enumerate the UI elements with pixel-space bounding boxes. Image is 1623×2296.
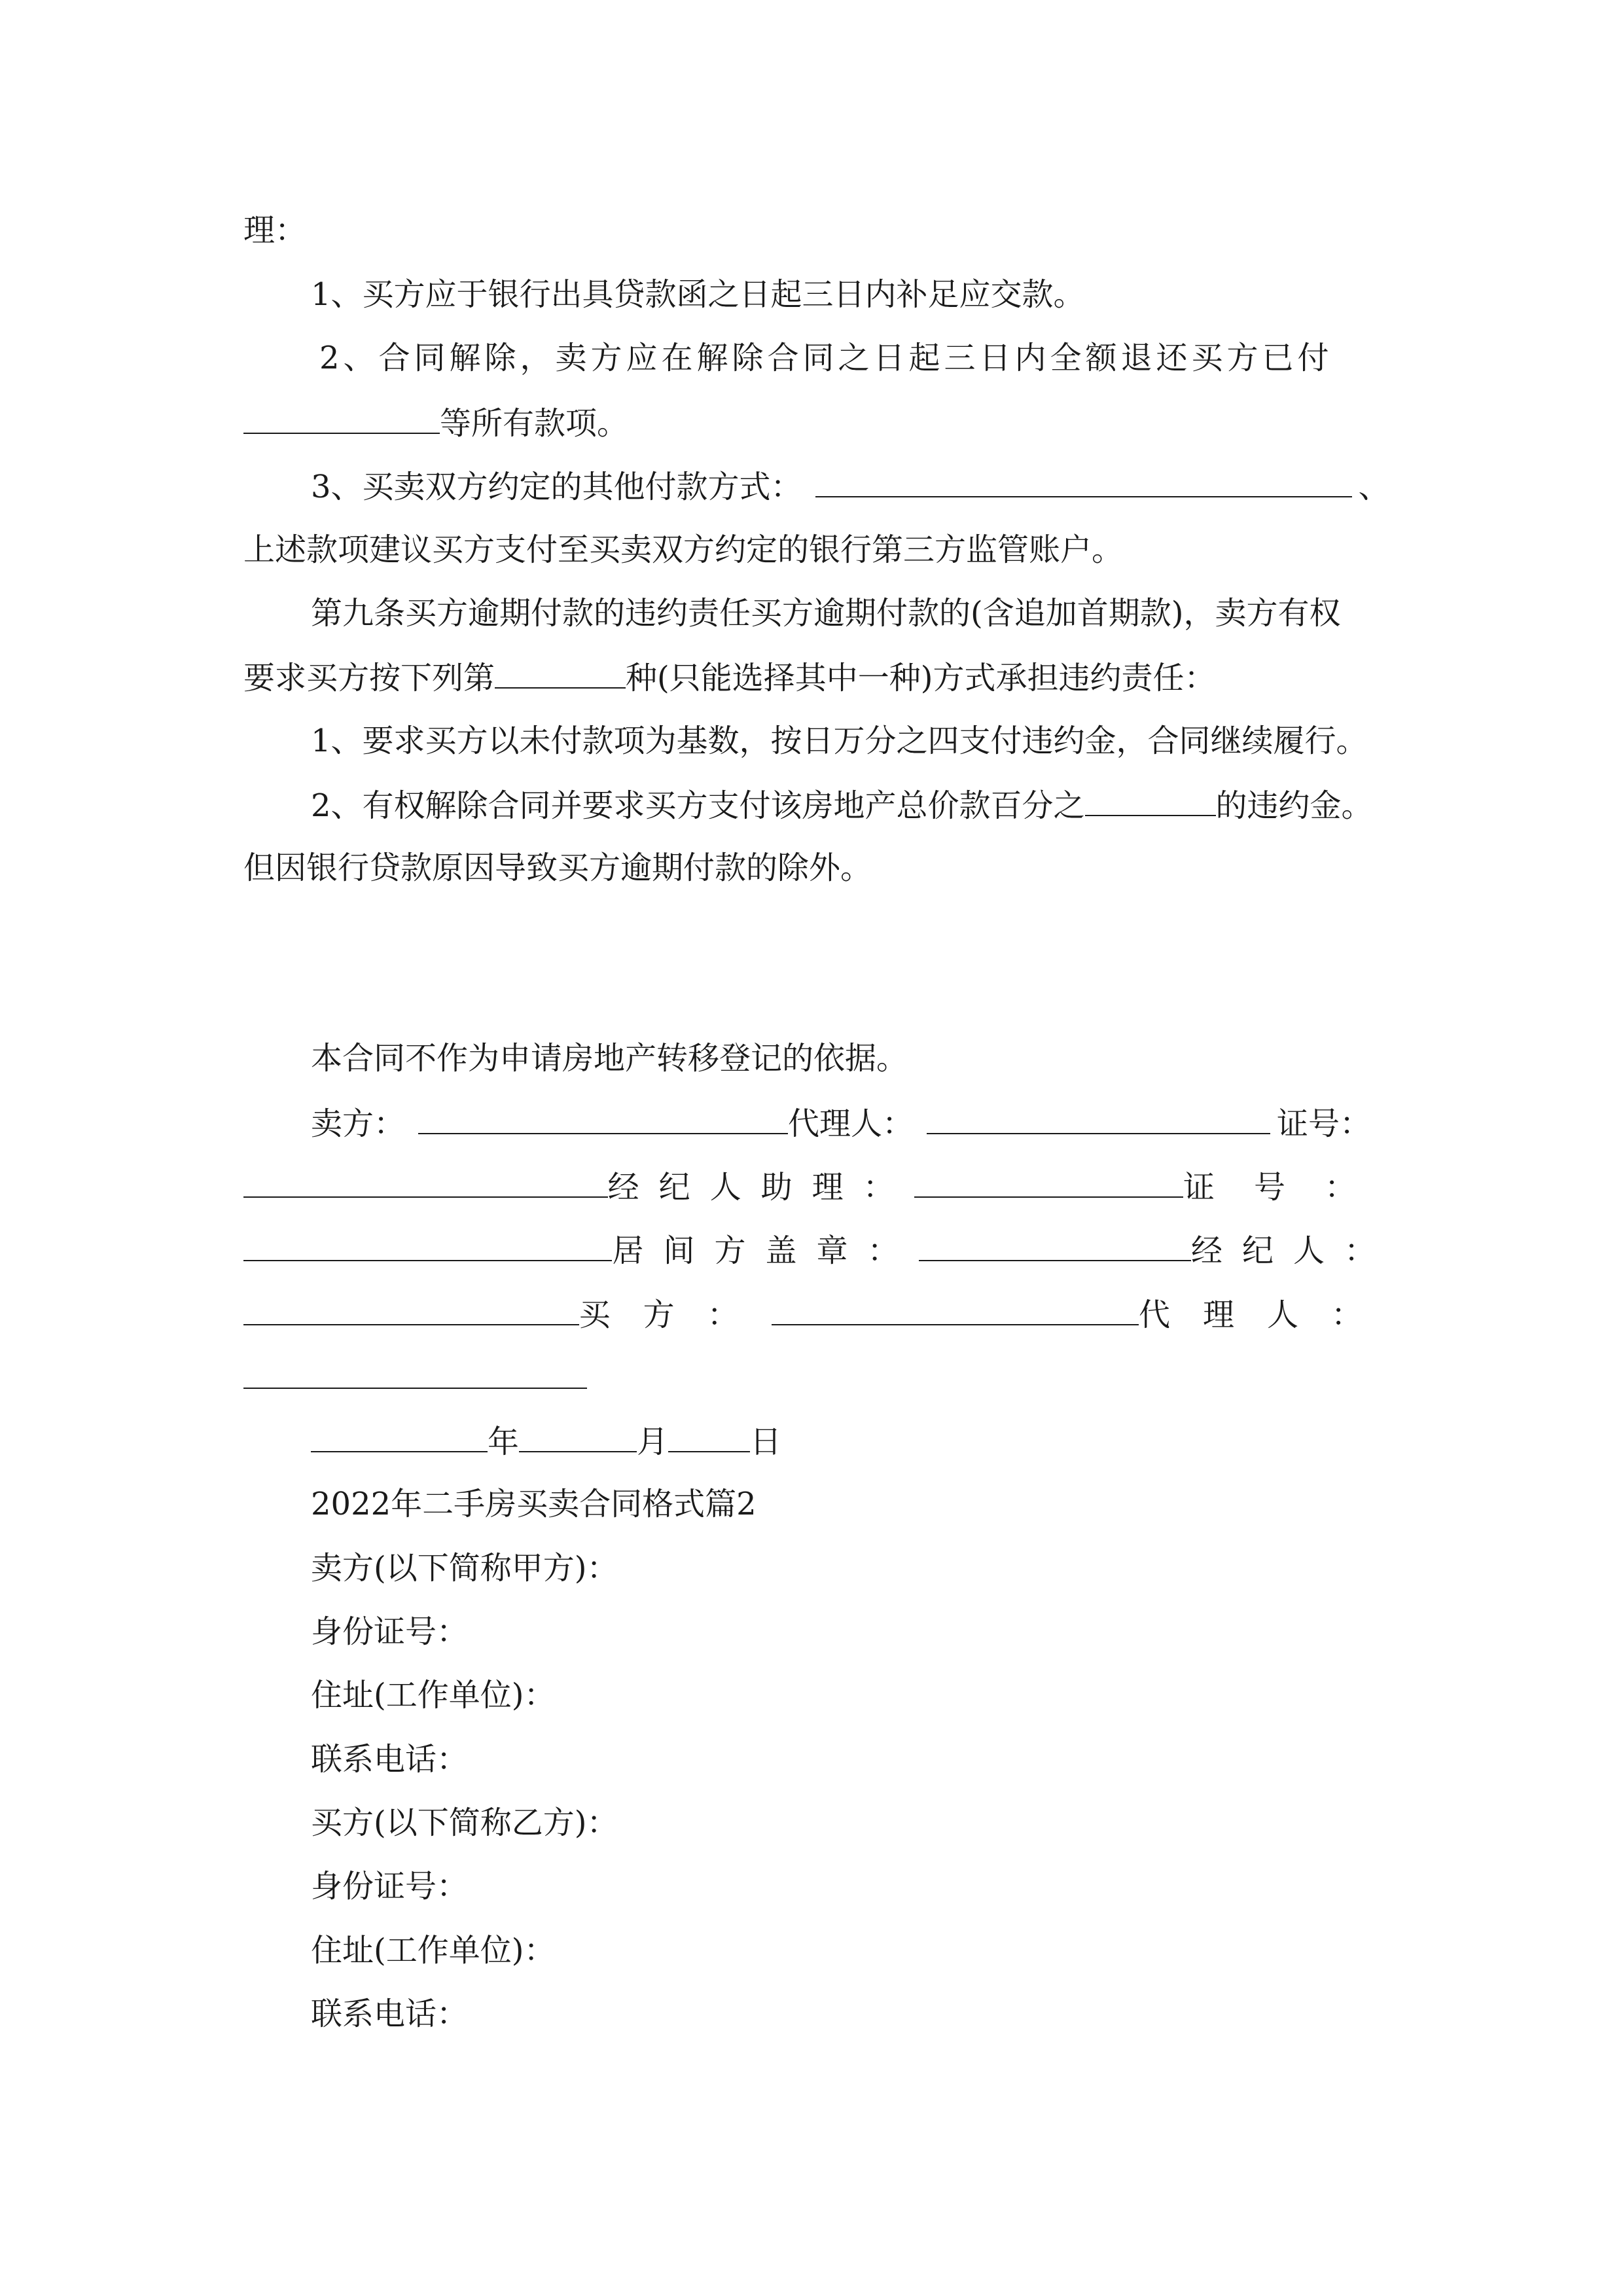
blank-line <box>495 657 626 689</box>
party-a-phone: 联系电话： <box>311 1741 469 1778</box>
party-b-id: 身份证号： <box>311 1868 469 1905</box>
party-b-title: 买方(以下简称乙方)： <box>311 1804 618 1841</box>
blank-line <box>815 466 1352 497</box>
blank-line <box>1085 785 1216 816</box>
signature-row-4: 买方： 代理人： <box>243 1294 1395 1335</box>
clause-1: 1、买方应于银行出具贷款函之日起三日内补足应交款。 <box>311 276 1085 313</box>
day-blank <box>668 1421 750 1452</box>
signature-row-3: 居间方盖章： 经纪人： <box>243 1230 1395 1270</box>
paragraph-continuation: 理： <box>243 212 307 249</box>
article-9: 第九条买方逾期付款的违约责任买方逾期付款的(含追加首期款)，卖方有权 <box>311 595 1341 632</box>
section-title: 2022年二手房买卖合同格式篇2 <box>311 1486 757 1522</box>
signature-row-2: 经纪人助理： 证号： <box>243 1166 1395 1207</box>
exception-note: 但因银行贷款原因导致买方逾期付款的除外。 <box>243 850 872 886</box>
agent-blank <box>927 1103 1270 1134</box>
clause-3: 3、买卖双方约定的其他付款方式： 、 <box>311 466 1397 507</box>
assistant-blank <box>914 1166 1183 1198</box>
blank-line <box>243 403 440 434</box>
registration-note: 本合同不作为申请房地产转移登记的依据。 <box>311 1040 908 1077</box>
party-a-title: 卖方(以下简称甲方)： <box>311 1550 618 1587</box>
escrow-note: 上述款项建议买方支付至买卖双方约定的银行第三方监管账户。 <box>243 531 1124 568</box>
signature-row-5 <box>243 1357 1395 1398</box>
date-line: 年 月 日 <box>311 1421 1397 1462</box>
party-a-id: 身份证号： <box>311 1613 469 1650</box>
seal-blank <box>919 1230 1191 1261</box>
party-b-phone: 联系电话： <box>311 1996 469 2032</box>
clause-2: 2、合同解除，卖方应在解除合同之日起三日内全额退还买方已付 <box>319 340 1333 376</box>
article-9-continuation: 要求买方按下列第 种(只能选择其中一种)方式承担违约责任： <box>243 657 1395 698</box>
month-blank <box>519 1421 637 1452</box>
agent2-blank <box>243 1357 587 1389</box>
party-b-address: 住址(工作单位)： <box>311 1932 556 1969</box>
option-2: 2、有权解除合同并要求买方支付该房地产总价款百分之 的违约金。 <box>311 785 1397 825</box>
year-blank <box>311 1421 488 1452</box>
buyer-blank <box>772 1294 1139 1325</box>
clause-2-continuation: 等所有款项。 <box>243 403 1395 443</box>
signature-row-1: 卖方： 代理人： 证号： <box>311 1103 1397 1143</box>
cert-blank-2 <box>243 1230 612 1261</box>
seller-blank <box>418 1103 788 1134</box>
broker-blank <box>243 1294 579 1325</box>
option-1: 1、要求买方以未付款项为基数，按日万分之四支付违约金，合同继续履行。 <box>311 723 1368 759</box>
party-a-address: 住址(工作单位)： <box>311 1677 556 1713</box>
cert-blank <box>243 1166 608 1198</box>
